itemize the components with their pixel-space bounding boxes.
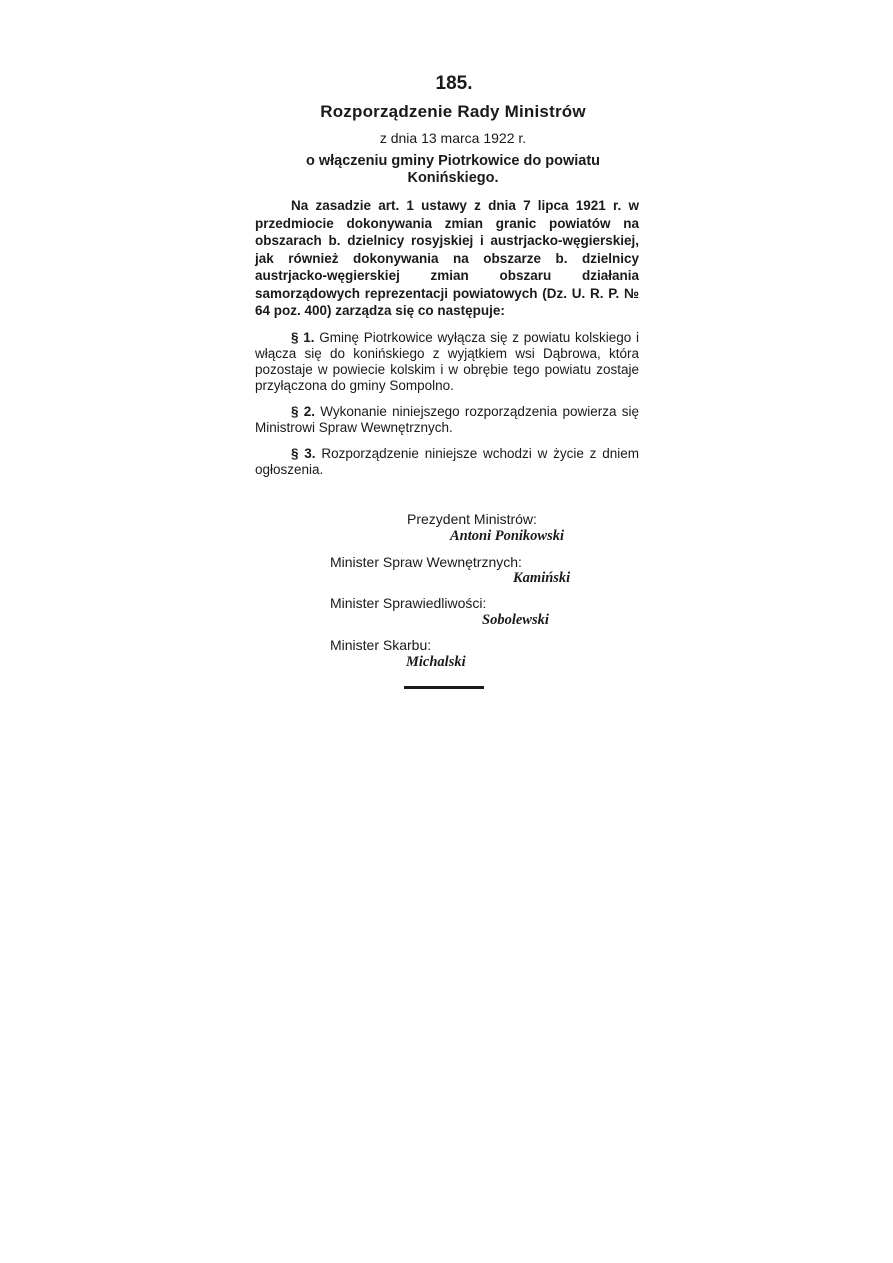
intro-paragraph: Na zasadzie art. 1 ustawy z dnia 7 lipca 1921 r. w przedmiocie dokonywania zmian granic powiatów na obszarach b. dzielnicy rosyjskiej i austrjacko-węgierskiej, jak również dokonywania na obszarze b. dzielnicy austrjacko-węgierskiej zmian obszaru działania samorządowych reprezentacji powiatowych (Dz. U. R. P. № 64 poz. 400) zarządza się co następuje: <box>255 198 639 318</box>
paragraph-label: § 2. <box>291 403 315 419</box>
paragraph-text: Rozporządzenie niniejsze wchodzi w życie z dniem ogłoszenia. <box>255 445 639 477</box>
paragraph-text: Gminę Piotrkowice wyłącza się z powiatu kolskiego i włącza się do konińskiego z wyjątkiem wsi Dąbrowa, która pozostaje w powiecie kolskim i w obrębie tego powiatu zostaje przyłączona do gminy Sompolno. <box>255 329 639 393</box>
signature-name: Sobolewski <box>482 612 549 628</box>
closing-rule <box>404 686 484 689</box>
signature-role: Minister Sprawiedliwości: <box>330 595 487 611</box>
signature-role: Minister Skarbu: <box>330 637 432 653</box>
document-subject: o włączeniu gminy Piotrkowice do powiatu Konińskiego. <box>305 153 601 186</box>
paragraph-text: Wykonanie niniejszego rozporządzenia powierza się Ministrowi Spraw Wewnętrznych. <box>255 403 639 435</box>
paragraph-label: § 1. <box>291 329 315 345</box>
signature-name: Kamiński <box>513 570 571 586</box>
document-number: 185. <box>435 73 473 94</box>
signature-role: Minister Spraw Wewnętrznych: <box>330 554 522 570</box>
paragraph-label: § 3. <box>291 445 316 461</box>
signature-name: Antoni Ponikowski <box>450 528 565 544</box>
signature-role: Prezydent Ministrów: <box>407 511 537 527</box>
signature-name: Michalski <box>406 654 466 670</box>
document-date: z dnia 13 marca 1922 r. <box>379 130 527 146</box>
document-title: Rozporządzenie Rady Ministrów <box>320 102 586 121</box>
